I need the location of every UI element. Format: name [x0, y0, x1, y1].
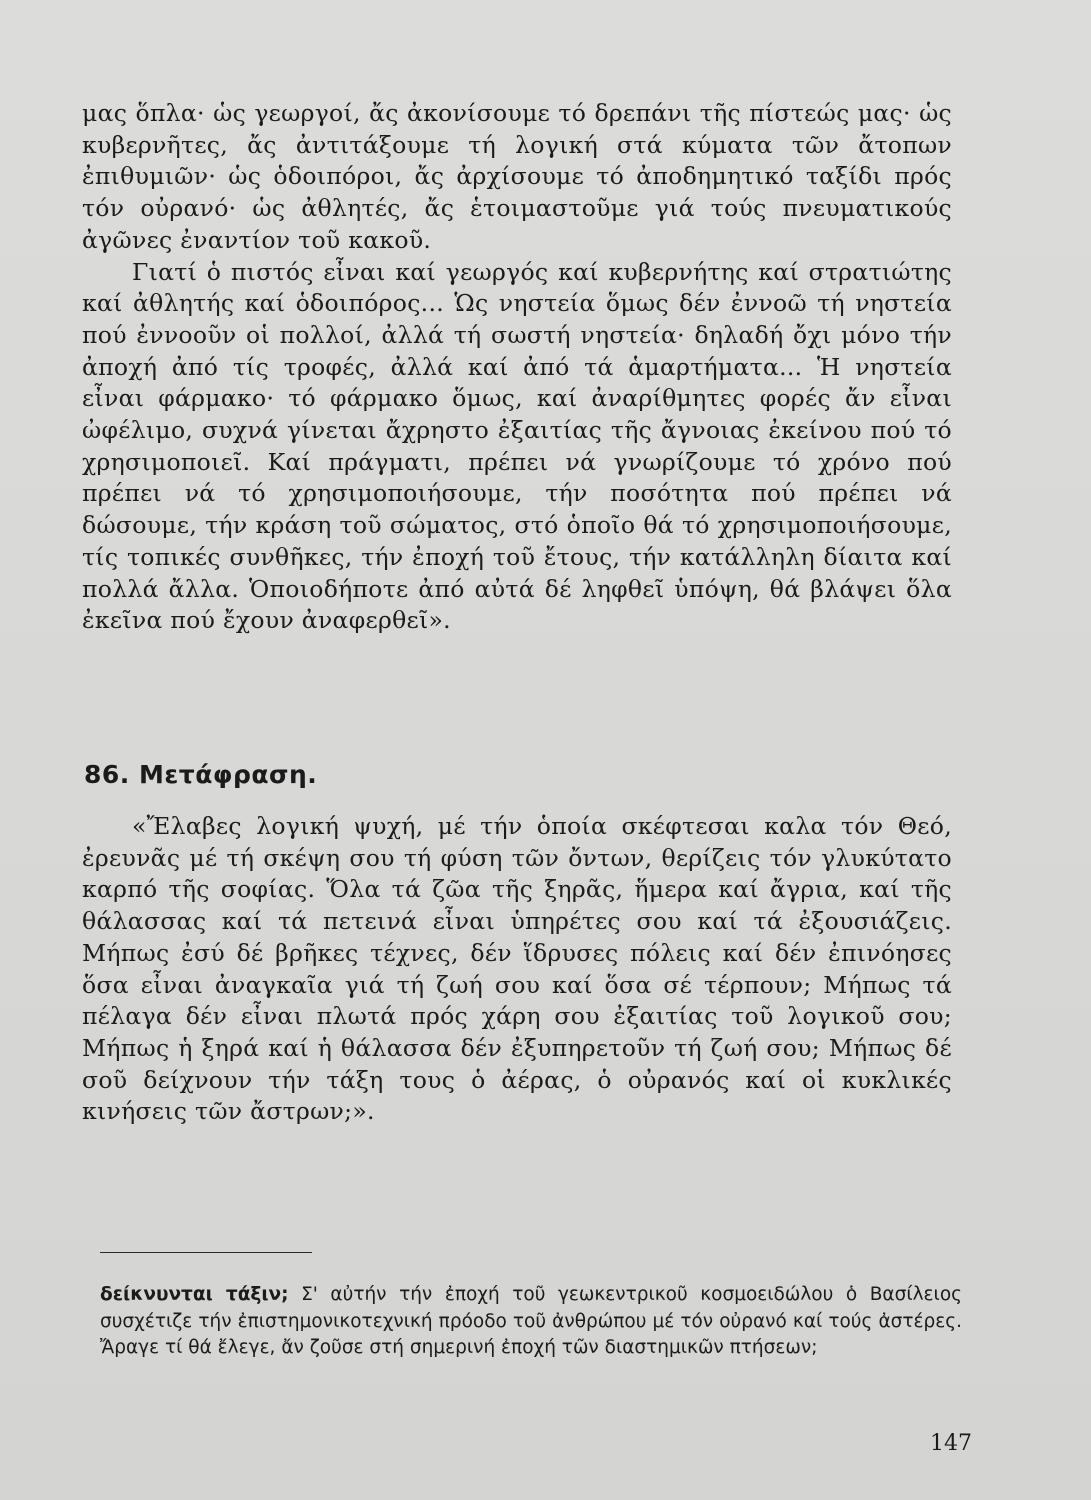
- footnote-term: δείκνυνται τάξιν;: [100, 1284, 289, 1305]
- footnote-text: Σ' αὐτήν τήν ἐποχή τοῦ γεωκεντρικοῦ κοσμοειδώλου ὁ Βασίλειος συσχέτιζε τήν ἐπιστημονικοτεχνική πρόοδο τοῦ ἀνθρώπου μέ τόν οὐρανό καί τούς ἀστέρες. Ἄραγε τί θά ἔλεγε, ἄν ζοῦσε στή σημερινή ἐποχή τῶν διαστημικῶν πτήσεων;: [100, 1284, 962, 1358]
- paragraph: «Ἔλαβες λογική ψυχή, μέ τήν ὁποία σκέφτεσαι καλα τόν Θεό, ἐρευνᾶς μέ τή σκέψη σου τή φύση τῶν ὄντων, θερίζεις τόν γλυκύτατο καρπό τῆς σοφίας. Ὅλα τά ζῶα τῆς ξηρᾶς, ἥμερα καί ἄγρια, καί τῆς θάλασσας καί τά πετεινά εἶναι ὑπηρέτες σου καί τά ἐξουσιάζεις. Μήπως ἐσύ δέ βρῆκες τέχνες, δέν ἵδρυσες πόλεις καί δέν ἐπινόησες ὅσα εἶναι ἀναγκαῖα γιά τή ζωή σου καί ὅσα σέ τέρπουν; Μήπως τά πέλαγα δέν εἶναι πλωτά πρός χάρη σου ἐξαιτίας τοῦ λογικοῦ σου; Μήπως ἡ ξηρά καί ἡ θάλασσα δέν ἐξυπηρετοῦν τή ζωή σου; Μήπως δέ σοῦ δείχνουν τήν τάξη τους ὁ ἀέρας, ὁ οὐρανός καί οἱ κυκλικές κινήσεις τῶν ἄστρων;».: [82, 812, 952, 1126]
- footnote: [100, 1282, 962, 1362]
- page-number: 147: [930, 1431, 972, 1456]
- footnote-divider: [100, 1252, 312, 1253]
- paragraph-block-2: [82, 811, 952, 1128]
- section-heading: 86. Μετάφραση.: [84, 760, 318, 789]
- paragraph-continuation: μας ὅπλα· ὡς γεωργοί, ἄς ἀκονίσουμε τό δρεπάνι τῆς πίστεώς μας· ὡς κυβερνῆτες, ἄς ἀντιτάξουμε τή λογική στά κύματα τῶν ἄτοπων ἐπιθυμιῶν· ὡς ὁδοιπόροι, ἄς ἀρχίσουμε τό ἀποδημητικό ταξίδι πρός τόν οὐρανό· ὡς ἀθλητές, ἄς ἑτοιμαστοῦμε γιά τούς πνευματικούς ἀγῶνες ἐναντίον τοῦ κακοῦ.: [82, 99, 952, 254]
- paragraph-block-1: [82, 98, 952, 637]
- paragraph: Γιατί ὁ πιστός εἶναι καί γεωργός καί κυβερνήτης καί στρατιώτης καί ἀθλητής καί ὁδοιπόρος... Ὡς νηστεία ὅμως δέν ἐννοῶ τή νηστεία πού ἐννοοῦν οἱ πολλοί, ἀλλά τή σωστή νηστεία· δηλαδή ὄχι μόνο τήν ἀποχή ἀπό τίς τροφές, ἀλλά καί ἀπό τά ἁμαρτήματα... Ἡ νηστεία εἶναι φάρμακο· τό φάρμακο ὅμως, καί ἀναρίθμητες φορές ἄν εἶναι ὠφέλιμο, συχνά γίνεται ἄχρηστο ἐξαιτίας τῆς ἄγνοιας ἐκείνου πού τό χρησιμοποιεῖ. Καί πράγματι, πρέπει νά γνωρίζουμε τό χρόνο πού πρέπει νά τό χρησιμοποιήσουμε, τήν ποσότητα πού πρέπει νά δώσουμε, τήν κράση τοῦ σώματος, στό ὁποῖο θά τό χρησιμοποιήσουμε, τίς τοπικές συνθῆκες, τήν ἐποχή τοῦ ἔτους, τήν κατάλληλη δίαιτα καί πολλά ἄλλα. Ὁποιοδήποτε ἀπό αὐτά δέ ληφθεῖ ὑπόψη, θά βλάψει ὅλα ἐκεῖνα πού ἔχουν ἀναφερθεῖ».: [82, 257, 952, 635]
